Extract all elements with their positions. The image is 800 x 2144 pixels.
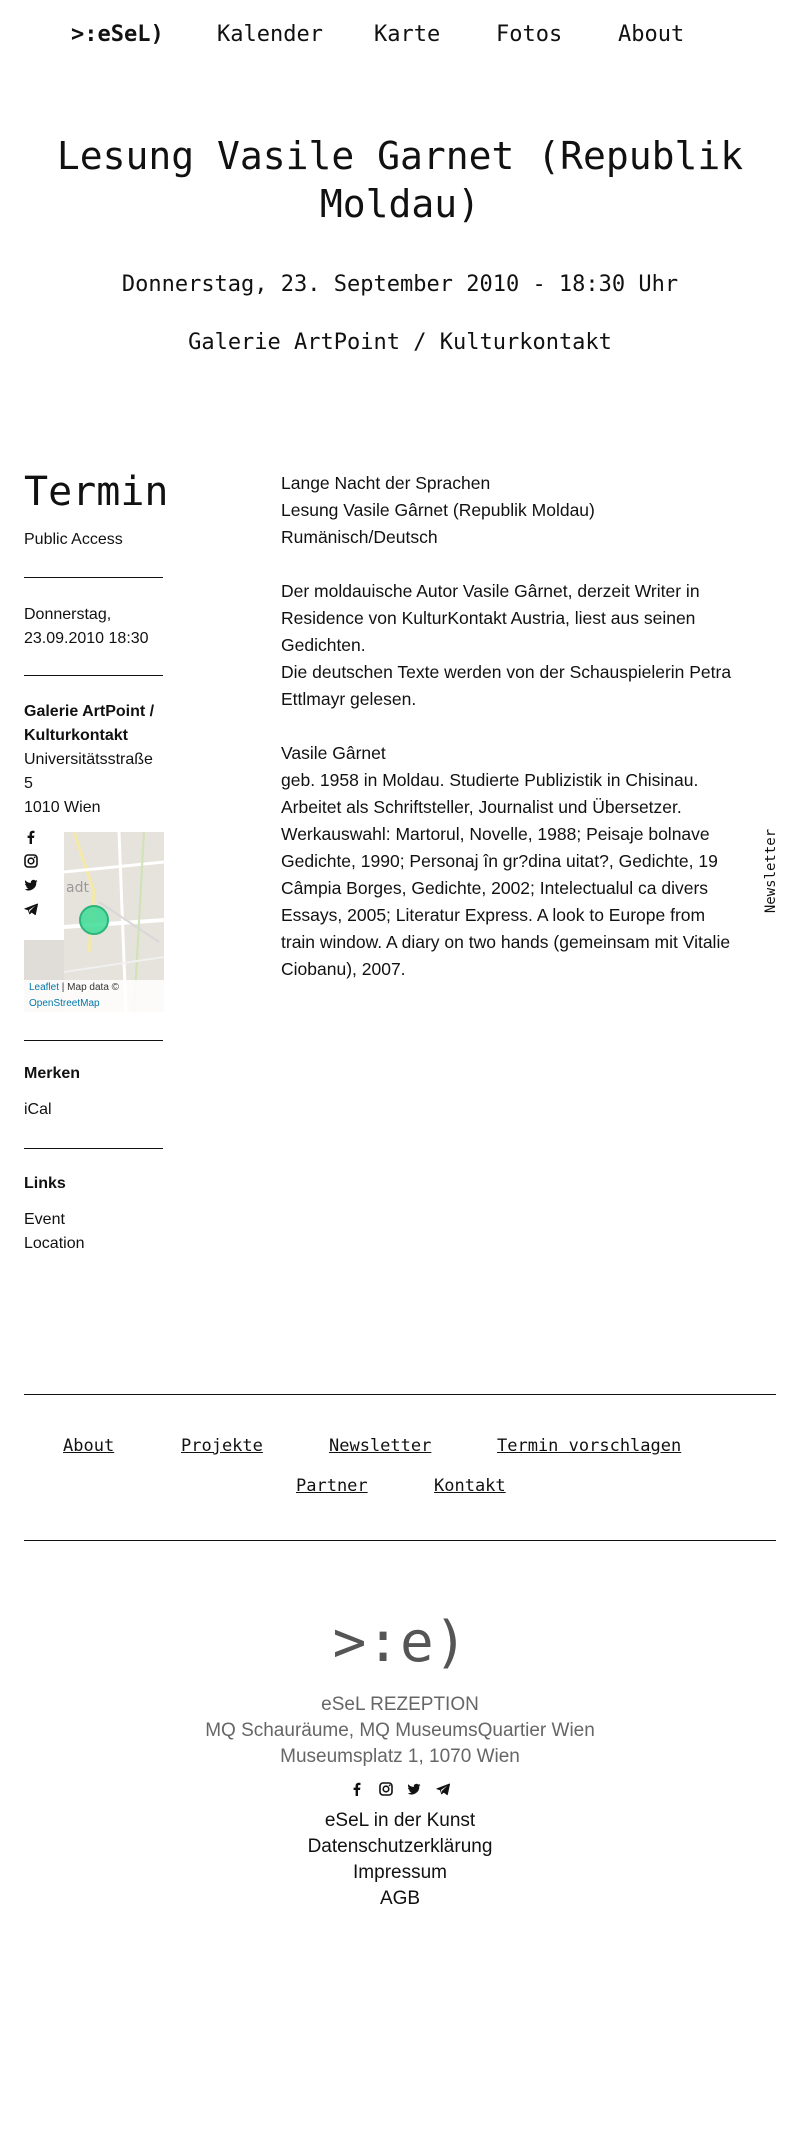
venue-line-1: Galerie ArtPoint / xyxy=(24,703,155,720)
description-line: Werkauswahl: Martorul, Novelle, 1988; Peisaje bolnave xyxy=(281,824,710,844)
twitter-icon[interactable] xyxy=(24,878,38,892)
footer-social xyxy=(0,1780,800,1798)
footer-logo: >:e) xyxy=(332,1610,468,1675)
divider xyxy=(24,1040,163,1041)
venue-line-2: Kulturkontakt xyxy=(24,727,128,744)
title-line-1: Lesung Vasile Garnet (Republik xyxy=(56,134,744,178)
map-marker[interactable] xyxy=(80,906,108,934)
date-line-2: 23.09.2010 18:30 xyxy=(24,630,149,647)
footer-link-partner[interactable]: Partner xyxy=(296,1476,368,1496)
footer-link-about[interactable]: About xyxy=(63,1436,115,1456)
legal-link-kunst[interactable]: eSeL in der Kunst xyxy=(324,1810,476,1831)
termin-heading: Termin xyxy=(24,469,169,515)
telegram-icon[interactable] xyxy=(436,1782,450,1796)
nav-karte[interactable]: Karte xyxy=(374,22,441,47)
access-label: Public Access xyxy=(24,531,123,548)
footer-divider xyxy=(24,1540,776,1541)
instagram-icon[interactable] xyxy=(379,1782,393,1796)
legal-link-impressum[interactable]: Impressum xyxy=(353,1862,447,1883)
description-line: Die deutschen Texte werden von der Schauspielerin Petra xyxy=(281,662,732,682)
twitter-icon[interactable] xyxy=(407,1782,421,1796)
footer-link-projekte[interactable]: Projekte xyxy=(181,1436,263,1456)
description-line: Vasile Gârnet xyxy=(281,743,386,763)
newsletter-side-tab[interactable] xyxy=(755,828,783,915)
legal-link-agb[interactable]: AGB xyxy=(379,1888,421,1909)
description-line: Essays, 2005; Literatur Express. A look to Europe from xyxy=(281,905,706,925)
description-line: Residence von KulturKontakt Austria, liest aus seinen xyxy=(281,608,696,628)
street-line-2: 5 xyxy=(24,775,33,792)
rez-line-3: Museumsplatz 1, 1070 Wien xyxy=(280,1746,520,1767)
facebook-icon[interactable] xyxy=(24,830,38,844)
description-line: Gedichten. xyxy=(281,635,366,655)
description-line: Arbeitet als Schriftsteller, Journalist und Übersetzer. xyxy=(281,797,682,817)
footer-address xyxy=(0,1692,800,1770)
description-line: Lesung Vasile Gârnet (Republik Moldau) xyxy=(281,500,595,520)
osm-link[interactable]: OpenStreetMap xyxy=(29,998,100,1009)
paragraph-gap xyxy=(281,713,781,740)
telegram-icon[interactable] xyxy=(24,902,38,916)
rez-line-1: eSeL REZEPTION xyxy=(321,1694,479,1715)
paragraph-gap xyxy=(281,551,781,578)
city-line: 1010 Wien xyxy=(24,799,101,816)
date-line-1: Donnerstag, xyxy=(24,606,112,623)
map-attribution xyxy=(24,980,164,1012)
description-line: train window. A diary on two hands (gemeinsam mit Vitalie xyxy=(281,932,731,952)
nav-kalender[interactable]: Kalender xyxy=(217,22,323,47)
ical-link[interactable]: iCal xyxy=(24,1101,52,1118)
merken-heading: Merken xyxy=(24,1065,81,1082)
divider xyxy=(24,577,163,578)
event-date: Donnerstag, 23. September 2010 - 18:30 Uhr xyxy=(121,272,679,297)
description-line: Der moldauische Autor Vasile Gârnet, derzeit Writer in xyxy=(281,581,700,601)
footer-link-kontakt[interactable]: Kontakt xyxy=(434,1476,506,1496)
description-line: Ettlmayr gelesen. xyxy=(281,689,417,709)
description-line: Rumänisch/Deutsch xyxy=(281,527,438,547)
title-line-2: Moldau) xyxy=(319,182,481,226)
event-venue: Galerie ArtPoint / Kulturkontakt xyxy=(188,330,612,355)
description-line: geb. 1958 in Moldau. Studierte Publizistik in Chisinau. xyxy=(281,770,699,790)
description-line: Lange Nacht der Sprachen xyxy=(281,473,491,493)
brand-logo-link[interactable]: >:eSeL) xyxy=(71,22,164,47)
footer-link-newsletter[interactable]: Newsletter xyxy=(329,1436,432,1456)
page-title xyxy=(0,132,800,228)
newsletter-tab-label: Newsletter xyxy=(763,828,780,914)
event-link[interactable]: Event xyxy=(24,1211,65,1228)
share-icons xyxy=(24,830,64,926)
legal-link-datenschutz[interactable]: Datenschutzerklärung xyxy=(307,1836,493,1857)
nav-fotos[interactable]: Fotos xyxy=(496,22,563,47)
footer-link-termin-vorschlagen[interactable]: Termin vorschlagen xyxy=(497,1436,682,1456)
street-line-1: Universitätsstraße xyxy=(24,751,153,768)
sidebar-date xyxy=(24,603,164,651)
map-data-text: | Map data © xyxy=(59,982,120,993)
location-link[interactable]: Location xyxy=(24,1235,85,1252)
nav-about[interactable]: About xyxy=(618,22,685,47)
divider xyxy=(24,1148,163,1149)
facebook-icon[interactable] xyxy=(350,1782,364,1796)
instagram-icon[interactable] xyxy=(24,854,38,868)
description-line: Ciobanu), 2007. xyxy=(281,959,406,979)
rez-line-2: MQ Schauräume, MQ MuseumsQuartier Wien xyxy=(205,1720,595,1741)
leaflet-link[interactable]: Leaflet xyxy=(29,982,60,993)
footer-legal xyxy=(0,1808,800,1912)
description-line: Gedichte, 1990; Personaj în gr?dina uitat?, Gedichte, 19 xyxy=(281,851,718,871)
top-nav xyxy=(0,22,800,52)
divider xyxy=(24,675,163,676)
footer-divider xyxy=(24,1394,776,1395)
event-description xyxy=(281,470,781,983)
description-line: Câmpia Borges, Gedichte, 2002; Intelectualul ca divers xyxy=(281,878,709,898)
sidebar-address xyxy=(24,700,164,820)
map-label: adt xyxy=(66,880,89,896)
links-heading: Links xyxy=(24,1175,66,1192)
